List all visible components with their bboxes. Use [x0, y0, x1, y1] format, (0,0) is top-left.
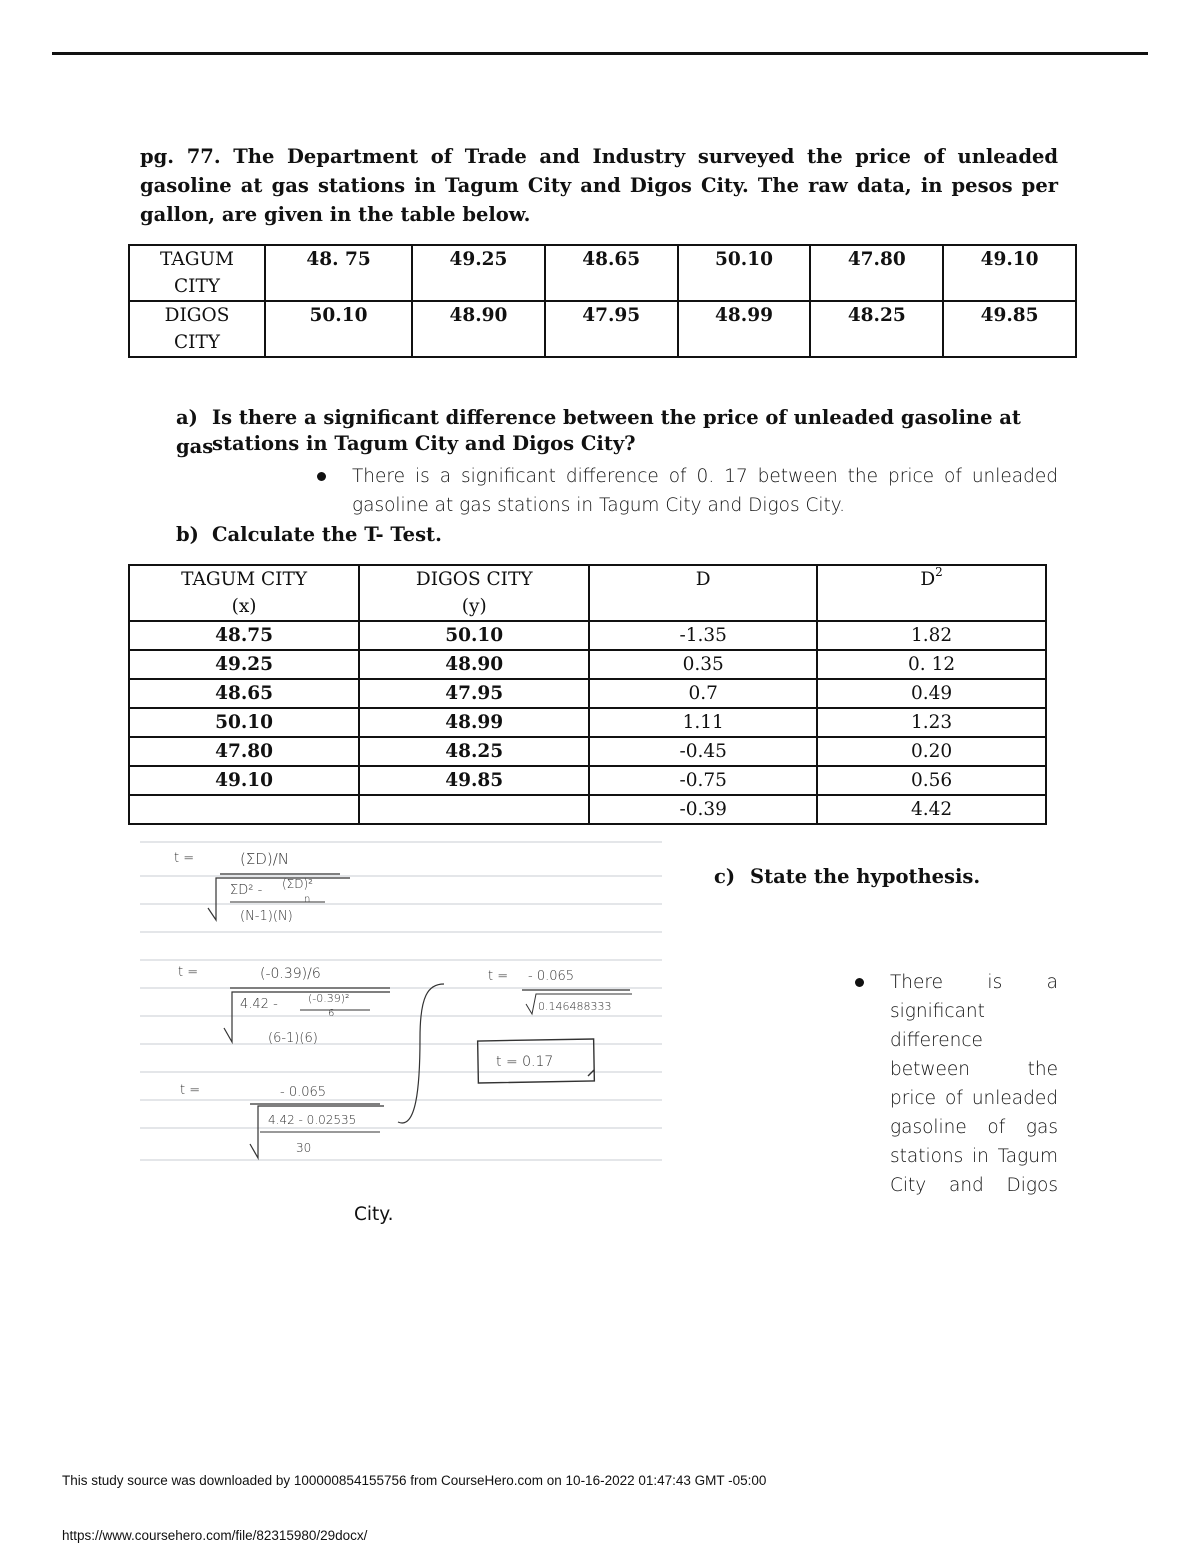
table-cell: 0.56 — [817, 766, 1046, 795]
table-cell: 0.49 — [817, 679, 1046, 708]
note-text: 30 — [296, 1141, 312, 1155]
table-cell: 49.85 — [359, 766, 589, 795]
table-cell: 1.23 — [817, 708, 1046, 737]
raw-data-table — [128, 244, 1077, 358]
table-cell: 49.10 — [943, 245, 1076, 301]
table-cell: -0.45 — [589, 737, 817, 766]
table-cell: 48.90 — [412, 301, 545, 357]
table-cell: 0.20 — [817, 737, 1046, 766]
table-cell: 48.25 — [359, 737, 589, 766]
note-text: (ΣD)/N — [240, 850, 290, 868]
note-text: t = — [180, 1083, 201, 1098]
note-text: (6-1)(6) — [268, 1031, 318, 1046]
table-cell: 48.99 — [678, 301, 811, 357]
table-cell: 50.10 — [359, 621, 589, 650]
table-row — [129, 650, 1046, 679]
table-cell: 0. 12 — [817, 650, 1046, 679]
question-text-line1: Is there a significant difference between the price of unleaded gasoline at gas — [176, 406, 1021, 458]
note-text: t = — [174, 851, 195, 866]
note-text: t = — [178, 965, 199, 980]
table-cell: 48.65 — [545, 245, 678, 301]
table-row — [129, 679, 1046, 708]
note-text: n — [304, 894, 311, 905]
table-cell: 0.35 — [589, 650, 817, 679]
table-header-row — [129, 565, 1046, 621]
note-text: 6 — [328, 1008, 335, 1019]
sum-d-cell: -0.39 — [589, 795, 817, 824]
handwritten-notes-image — [140, 838, 662, 1166]
table-cell: 49.85 — [943, 301, 1076, 357]
table-cell: 50.10 — [129, 708, 359, 737]
note-text: 4.42 - 0.02535 — [268, 1113, 357, 1127]
column-header: TAGUM CITY (x) — [129, 565, 359, 621]
question-text: Calculate the T- Test. — [212, 523, 442, 546]
column-header: D — [589, 565, 817, 621]
table-cell: 48.75 — [129, 621, 359, 650]
question-text: State the hypothesis. — [750, 865, 981, 888]
table-total-row — [129, 795, 1046, 824]
hypothesis-text: There is a significant difference between the price of unleaded gasoline of gas stations in Tagum City and Digos — [890, 972, 1058, 1196]
note-text: (-0.39)/6 — [260, 966, 321, 982]
table-cell: 50.10 — [678, 245, 811, 301]
note-text: - 0.065 — [280, 1085, 327, 1100]
question-b — [176, 520, 1058, 549]
table-cell: 50.10 — [265, 301, 412, 357]
note-text: ΣD² - — [230, 883, 263, 898]
table-cell: 47.80 — [810, 245, 943, 301]
table-cell: 48.65 — [129, 679, 359, 708]
table-cell: 49.25 — [412, 245, 545, 301]
table-cell: 47.95 — [545, 301, 678, 357]
problem-statement: pg. 77. The Department of Trade and Industry surveyed the price of unleaded gasoline at gas stations in Tagum City and Digos City. The raw data, in pesos per gallon, are given in the table below. — [140, 145, 1058, 226]
note-text: (-0.39)² — [308, 992, 350, 1005]
bullet-icon — [855, 978, 864, 987]
column-header: DIGOS CITY (y) — [359, 565, 589, 621]
table-cell: 48.25 — [810, 301, 943, 357]
sum-d2-cell: 4.42 — [817, 795, 1046, 824]
question-text-line2: stations in Tagum City and Digos City? — [212, 432, 636, 455]
row-label: TAGUM CITY — [129, 245, 265, 301]
bullet-icon — [317, 472, 326, 481]
note-text: 0.146488333 — [538, 1000, 612, 1013]
table-row — [129, 708, 1046, 737]
table-row — [129, 621, 1046, 650]
table-cell: 47.80 — [129, 737, 359, 766]
note-text: 4.42 - — [240, 997, 278, 1012]
question-marker: c) — [714, 865, 736, 888]
answer-a: There is a significant difference of 0. 17 between the price of unleaded gasoline at gas stations in Tagum City and Digos City. — [352, 466, 1058, 516]
table-cell: -0.75 — [589, 766, 817, 795]
note-text: (N-1)(N) — [240, 909, 293, 924]
table-cell: 49.25 — [129, 650, 359, 679]
question-c — [714, 862, 980, 891]
table-row — [129, 301, 1076, 357]
column-header: $D^2$ — [817, 565, 1046, 621]
table-row — [129, 766, 1046, 795]
table-cell: 0.7 — [589, 679, 817, 708]
download-notice: This study source was downloaded by 100000854155756 from CourseHero.com on 10-16-2022 01:47:43 GMT -05:00 — [62, 1473, 767, 1488]
table-cell: 48.99 — [359, 708, 589, 737]
row-label: DIGOS CITY — [129, 301, 265, 357]
note-result: t = 0.17 — [496, 1054, 554, 1070]
table-cell: 49.10 — [129, 766, 359, 795]
top-rule — [52, 52, 1148, 55]
table-row — [129, 737, 1046, 766]
question-marker: a) — [176, 406, 198, 429]
table-cell: 48.90 — [359, 650, 589, 679]
table-cell: 47.95 — [359, 679, 589, 708]
table-cell: -1.35 — [589, 621, 817, 650]
table-cell — [129, 795, 359, 824]
question-marker: b) — [176, 523, 199, 546]
table-cell: 1.11 — [589, 708, 817, 737]
table-cell: 48. 75 — [265, 245, 412, 301]
t-test-table — [128, 564, 1047, 825]
table-cell: 1.82 — [817, 621, 1046, 650]
note-text: - 0.065 — [528, 969, 575, 984]
table-cell — [359, 795, 589, 824]
note-text: (ΣD)² — [282, 877, 313, 891]
source-url[interactable]: https://www.coursehero.com/file/82315980/29docx/ — [62, 1528, 368, 1543]
table-row — [129, 245, 1076, 301]
note-text: t = — [488, 969, 509, 984]
hypothesis-tail: City. — [354, 1204, 394, 1225]
